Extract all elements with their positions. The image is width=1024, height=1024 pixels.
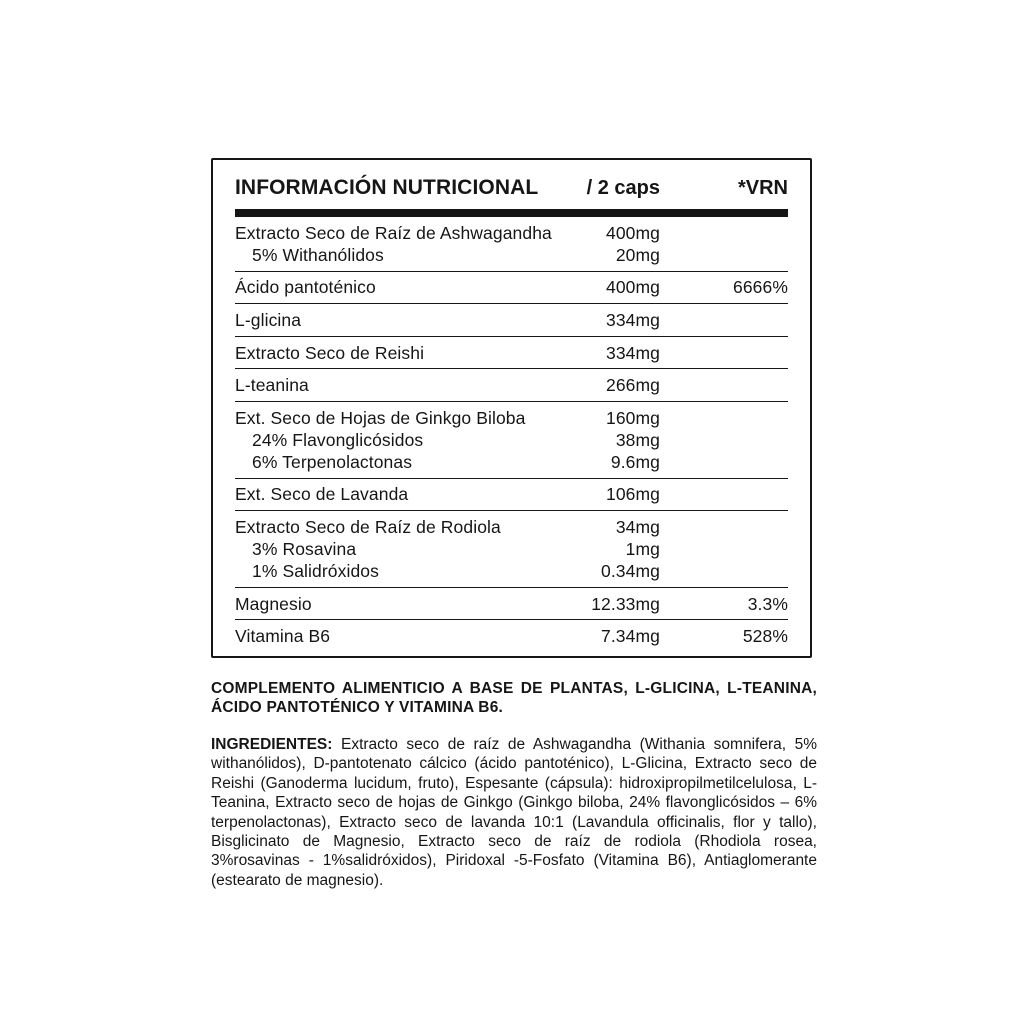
label-footer — [211, 679, 817, 890]
nutrient-name: L-glicina — [235, 309, 302, 330]
nutrient-vrn — [660, 516, 788, 538]
nutrient-name: 3% Rosavina — [252, 538, 357, 559]
nutrient-amount: 7.34mg — [601, 626, 660, 647]
nutrient-name: Ext. Seco de Hojas de Ginkgo Biloba — [235, 407, 526, 428]
nutrient-sub-row — [235, 560, 788, 582]
nutrient-amount: 12.33mg — [591, 593, 660, 614]
nutrient-amount: 38mg — [615, 429, 660, 450]
nutrient-group — [235, 272, 788, 305]
nutrient-amount: 1mg — [625, 538, 660, 559]
nutrient-group — [235, 402, 788, 479]
nutrient-name: 5% Withanólidos — [252, 244, 384, 265]
nutrient-name: L-teanina — [235, 375, 309, 396]
ingredients-paragraph — [211, 735, 817, 890]
nutrient-row — [235, 276, 788, 298]
nutrient-row — [235, 309, 788, 331]
nutrient-vrn — [660, 483, 788, 505]
nutrient-row — [235, 222, 788, 244]
nutrient-vrn — [660, 560, 788, 582]
nutrient-amount: 106mg — [605, 484, 660, 505]
nutrient-amount: 400mg — [605, 277, 660, 298]
nutrient-amount: 34mg — [615, 516, 660, 537]
nutrient-vrn — [660, 451, 788, 473]
nutrient-vrn — [660, 538, 788, 560]
nutrient-group — [235, 588, 788, 621]
nutrient-row — [235, 516, 788, 538]
nutrient-vrn — [660, 374, 788, 396]
nutrient-name: Extracto Seco de Raíz de Rodiola — [235, 516, 501, 537]
nutrient-amount: 400mg — [605, 222, 660, 243]
nutrient-vrn — [660, 222, 788, 244]
panel-header — [235, 174, 788, 202]
nutrient-name: Magnesio — [235, 593, 312, 614]
nutrient-vrn: 6666% — [733, 277, 788, 298]
header-rule — [235, 209, 788, 217]
nutrient-sub-row — [235, 538, 788, 560]
nutrient-row — [235, 342, 788, 364]
nutrient-vrn: 528% — [742, 626, 788, 647]
nutrient-amount: 160mg — [605, 407, 660, 428]
nutrient-name: 6% Terpenolactonas — [252, 451, 413, 472]
serving-size: / 2 caps — [586, 177, 660, 199]
nutrient-group — [235, 337, 788, 370]
nutrient-vrn — [660, 429, 788, 451]
nutrient-amount: 20mg — [615, 244, 660, 265]
nutrient-vrn — [660, 309, 788, 331]
nutrient-amount: 334mg — [605, 342, 660, 363]
nutrient-table — [235, 217, 788, 652]
nutrient-vrn — [660, 244, 788, 266]
nutrient-sub-row — [235, 451, 788, 473]
nutrient-amount: 0.34mg — [601, 560, 660, 581]
ingredients-label: INGREDIENTES: — [211, 736, 333, 753]
nutrient-sub-row — [235, 429, 788, 451]
nutrient-group — [235, 479, 788, 512]
nutrient-row — [235, 625, 788, 647]
vrn-column-header: *VRN — [737, 177, 788, 199]
nutrient-name: 24% Flavonglicósidos — [252, 429, 424, 450]
nutrient-group — [235, 217, 788, 272]
nutrient-name: Extracto Seco de Raíz de Ashwagandha — [235, 222, 552, 243]
nutrient-name: Ácido pantoténico — [235, 277, 376, 298]
nutrient-row — [235, 407, 788, 429]
nutrient-vrn — [660, 342, 788, 364]
nutrient-group — [235, 620, 788, 652]
panel-title: INFORMACIÓN NUTRICIONAL — [235, 176, 539, 199]
nutrient-vrn — [660, 407, 788, 429]
nutrient-group — [235, 511, 788, 588]
nutrient-amount: 9.6mg — [610, 451, 660, 472]
nutrient-name: Vitamina B6 — [235, 626, 331, 647]
nutrition-facts-panel — [211, 158, 812, 658]
nutrient-row — [235, 374, 788, 396]
nutrient-group — [235, 369, 788, 402]
nutrient-amount: 334mg — [605, 309, 660, 330]
nutrient-name: 1% Salidróxidos — [252, 560, 379, 581]
ingredients-text: Extracto seco de raíz de Ashwagandha (Withania somnifera, 5% withanólidos), D-pantotenato cálcico (ácido pantoténico), L-Glicina, Extracto seco de Reishi (Ganoderma lucidum, fruto), Espesante (cápsula): hidroxipropilmetilcelulosa, L-Teanina, Extracto seco de hojas de Ginkgo (Ginkgo biloba, 24% flavonglicósidos – 6% terpenolactonas), Extracto seco de lavanda 10:1 (Lavandula officinalis, flor y tallo), Bisglicinato de Magnesio, Extracto seco de raíz de rodiola (Rhodiola rosea, 3%rosavinas - 1%salidróxidos), Piridoxal -5-Fosfato (Vitamina B6), Antiaglomerante (estearato de magnesio). — [211, 736, 817, 889]
nutrient-name: Extracto Seco de Reishi — [235, 342, 425, 363]
nutrient-name: Ext. Seco de Lavanda — [235, 484, 409, 505]
nutrient-row — [235, 483, 788, 505]
nutrient-amount: 266mg — [605, 375, 660, 396]
nutrient-group — [235, 304, 788, 337]
nutrient-vrn: 3.3% — [747, 593, 788, 614]
nutrient-row — [235, 593, 788, 615]
nutrient-sub-row — [235, 244, 788, 266]
product-claim: COMPLEMENTO ALIMENTICIO A BASE DE PLANTAS, L-GLICINA, L-TEANINA, ÁCIDO PANTOTÉNICO Y VITAMINA B6. — [211, 680, 817, 716]
